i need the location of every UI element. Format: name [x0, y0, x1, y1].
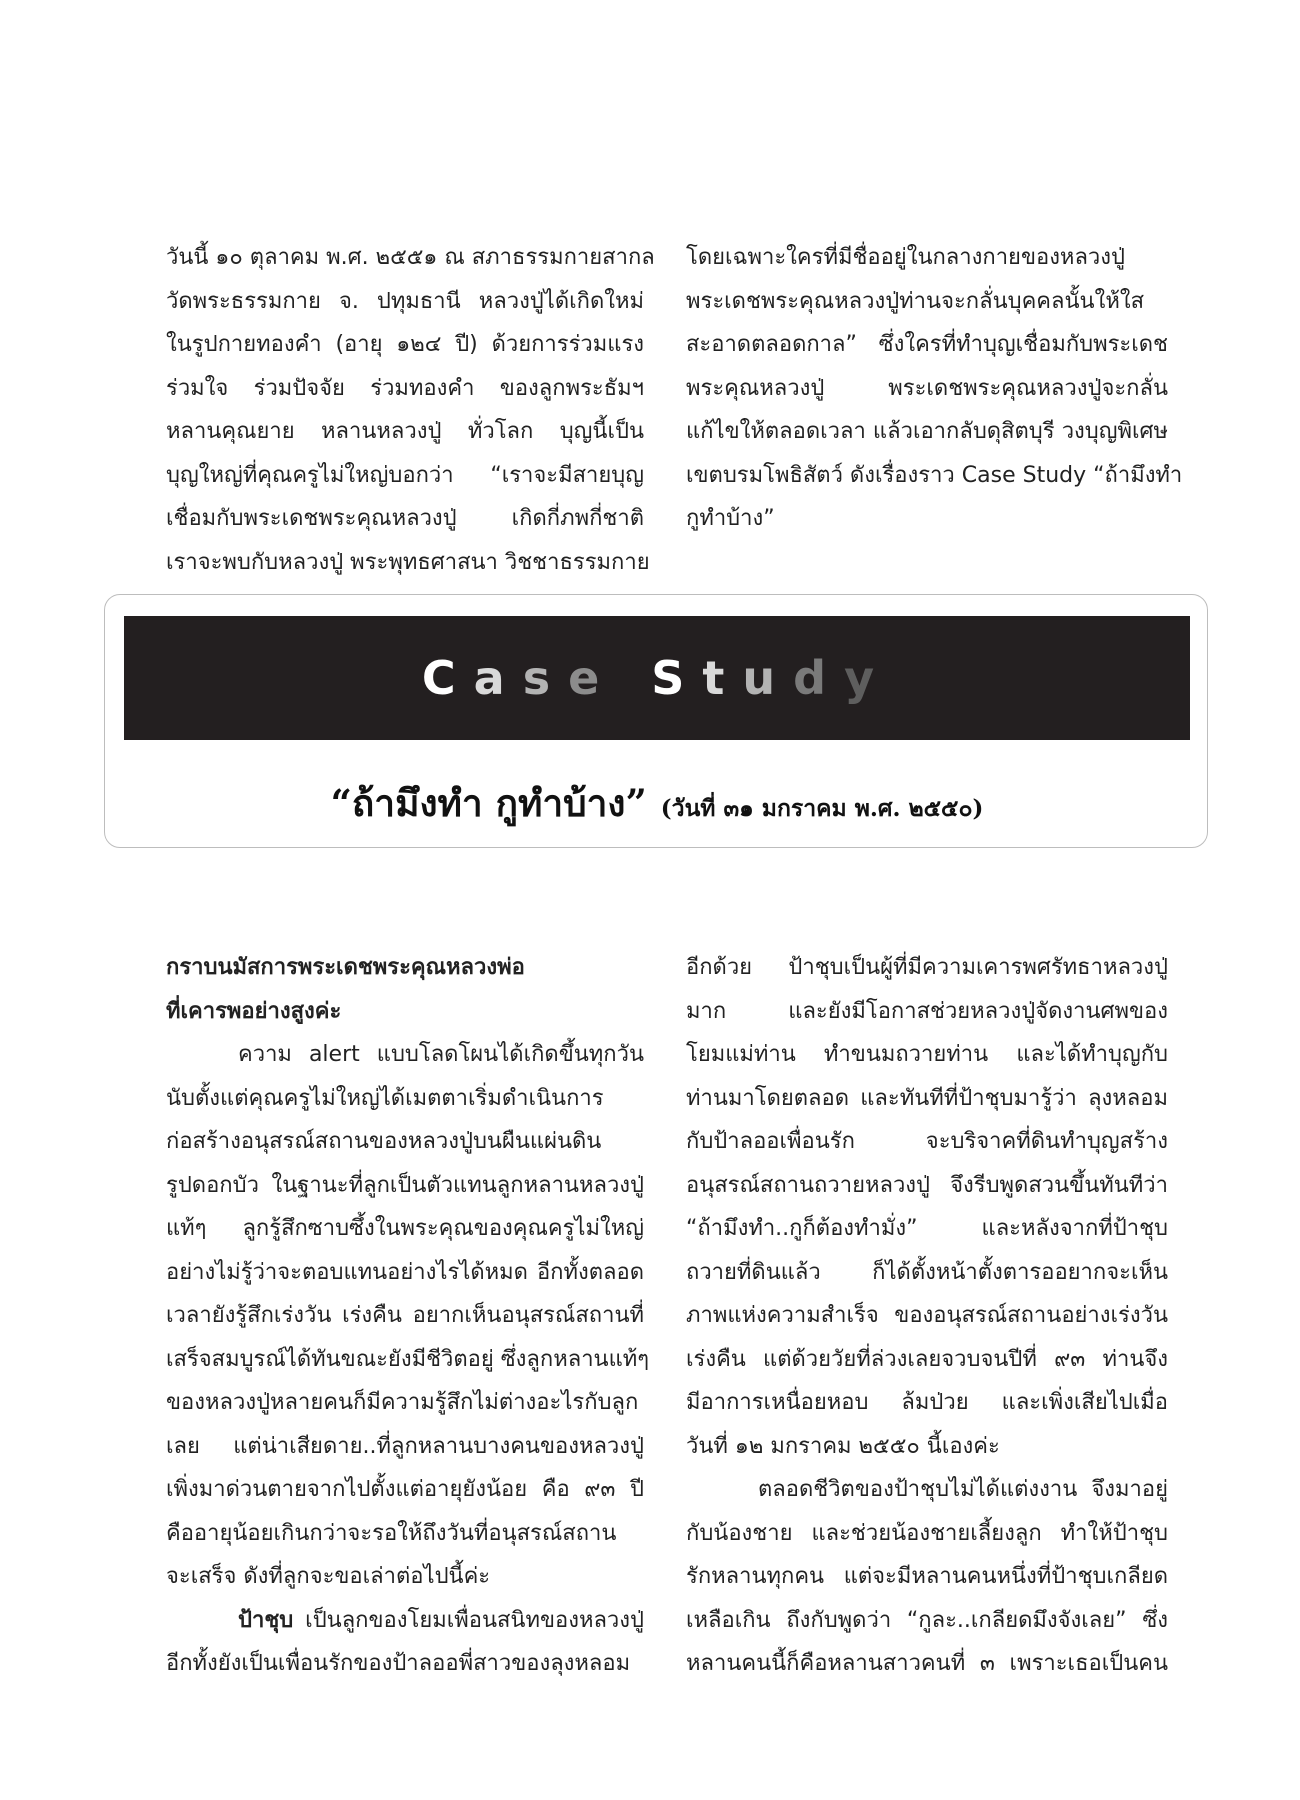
text-line: อีกด้วย ป้าชุบเป็นผู้ที่มีความเคารพศรัทธาหลวงปู่: [686, 955, 1168, 980]
text-line: กับน้องชาย และช่วยน้องชายเลี้ยงลูก ทำให้ป้าชุบ: [686, 1520, 1168, 1546]
text-line: ที่เคารพอย่างสูงค่ะ: [166, 998, 342, 1024]
text-line: หลานคนนี้ก็คือหลานสาวคนที่ ๓ เพราะเธอเป็นคน: [686, 1651, 1168, 1676]
text-line: “ถ้ามึงทำ..กูก็ต้องทำมั่ง” และหลังจากที่ป้าชุบ: [686, 1216, 1168, 1241]
text-line: กูทำบ้าง”: [686, 506, 775, 531]
text-line: มาก และยังมีโอกาสช่วยหลวงปู่จัดงานศพของ: [686, 998, 1168, 1024]
text-line: เขตบรมโพธิสัตว์ ดังเรื่องราว Case Study “ถ้ามึงทำ: [686, 462, 1183, 488]
text-line: บุญใหญ่ที่คุณครูไม่ใหญ่บอกว่า “เราจะมีสายบุญ: [166, 462, 644, 488]
text-line: แก้ไขให้ตลอดเวลา แล้วเอากลับดุสิตบุรี วงบุญพิเศษ: [686, 419, 1168, 444]
text-line: ถวายที่ดินแล้ว ก็ได้ตั้งหน้าตั้งตารออยากจะเห็น: [686, 1259, 1168, 1285]
text-line: กับป้าลออเพื่อนรัก จะบริจาคที่ดินทำบุญสร้าง: [686, 1129, 1168, 1154]
banner-letter: s: [522, 651, 569, 705]
text-line: เหลือเกิน ถึงกับพูดว่า “กูละ..เกลียดมึงจังเลย” ซึ่ง: [686, 1607, 1168, 1633]
text-line: อีกทั้งยังเป็นเพื่อนรักของป้าลออพี่สาวของลุงหลอม: [166, 1651, 631, 1676]
text-line: คืออายุน้อยเกินกว่าจะรอให้ถึงวันที่อนุสรณ์สถาน: [166, 1520, 617, 1546]
text-line: อนุสรณ์สถานถวายหลวงปู่ จึงรีบพูดสวนขึ้นทันทีว่า: [686, 1172, 1168, 1198]
text-line: เวลายังรู้สึกเร่งวัน เร่งคืน อยากเห็นอนุสรณ์สถานที่: [166, 1303, 644, 1328]
text-line-rest: เป็นลูกของโยมเพื่อนสนิทของหลวงปู่: [293, 1607, 644, 1633]
text-line: อย่างไม่รู้ว่าจะตอบแทนอย่างไรได้หมด อีกทั้งตลอด: [166, 1259, 644, 1285]
text-line: วันที่ ๑๒ มกราคม ๒๕๕๐ นี้เองค่ะ: [686, 1433, 1000, 1459]
text-line: เชื่อมกับพระเดชพระคุณหลวงปู่ เกิดกี่ภพกี่ชาติ: [166, 506, 644, 531]
banner-letter: e: [568, 651, 618, 705]
case-study-banner: [124, 616, 1190, 740]
text-line: หลานคุณยาย หลานหลวงปู่ ทั่วโลก บุญนี้เป็น: [166, 419, 644, 444]
text-line: นับตั้งแต่คุณครูไม่ใหญ่ได้เมตตาเริ่มดำเนินการ: [166, 1085, 604, 1111]
text-line: วัดพระธรรมกาย จ. ปทุมธานี หลวงปู่ได้เกิดใหม่: [166, 288, 644, 314]
text-line: ภาพแห่งความสำเร็จ ของอนุสรณ์สถานอย่างเร่งวัน: [686, 1303, 1168, 1328]
intro-column-left: [166, 236, 655, 584]
case-study-title: “ถ้ามึงทำ กูทำบ้าง”: [330, 781, 647, 825]
text-line: ความ alert แบบโลดโผนได้เกิดขึ้นทุกวัน: [238, 1042, 644, 1067]
person-name: ป้าชุบ: [238, 1607, 294, 1633]
text-line: มีอาการเหนื่อยหอบ ล้มป่วย และเพิ่งเสียไปเมื่อ: [686, 1390, 1168, 1415]
text-line: จะเสร็จ ดังที่ลูกจะขอเล่าต่อไปนี้ค่ะ: [166, 1564, 491, 1589]
case-study-date: (วันที่ ๓๑ มกราคม พ.ศ. ๒๕๕๐): [660, 795, 984, 822]
case-study-subtitle: [124, 774, 1190, 833]
text-line: เร่งคืน แต่ด้วยวัยที่ล่วงเลยจวบจนปีที่ ๙๓ ท่านจึง: [686, 1346, 1168, 1372]
text-line: ร่วมใจ ร่วมปัจจัย ร่วมทองคำ ของลูกพระธัมฯ: [166, 375, 644, 401]
case-study-banner-title: [422, 651, 892, 705]
letter-column-right: [686, 946, 1168, 1686]
banner-letter: [617, 651, 651, 705]
text-line: ก่อสร้างอนุสรณ์สถานของหลวงปู่บนผืนแผ่นดิน: [166, 1129, 602, 1154]
text-line: เลย แต่น่าเสียดาย..ที่ลูกหลานบางคนของหลวงปู่: [166, 1433, 644, 1459]
banner-letter: a: [473, 651, 523, 705]
text-line: รักหลานทุกคน แต่จะมีหลานคนหนึ่งที่ป้าชุบเกลียด: [686, 1564, 1168, 1589]
banner-letter: u: [742, 651, 794, 705]
text-line: แท้ๆ ลูกรู้สึกซาบซึ้งในพระคุณของคุณครูไม่ใหญ่: [166, 1216, 644, 1241]
text-line: เสร็จสมบูรณ์ได้ทันขณะยังมีชีวิตอยู่ ซึ่งลูกหลานแท้ๆ: [166, 1346, 650, 1372]
banner-letter: t: [702, 651, 743, 705]
intro-column-right: [686, 236, 1183, 541]
text-line: พระเดชพระคุณหลวงปู่ท่านจะกลั่นบุคคลนั้นให้ใส: [686, 288, 1144, 314]
text-line: โดยเฉพาะใครที่มีชื่ออยู่ในกลางกายของหลวงปู่: [686, 245, 1125, 270]
text-line: เราจะพบกับหลวงปู่ พระพุทธศาสนา วิชชาธรรมกาย: [166, 549, 650, 575]
text-line: ของหลวงปู่หลายคนก็มีความรู้สึกไม่ต่างอะไรกับลูก: [166, 1390, 639, 1415]
text-line: เพิ่งมาด่วนตายจากไปตั้งแต่อายุยังน้อย คือ ๙๓ ปี: [166, 1477, 644, 1502]
text-line: รูปดอกบัว ในฐานะที่ลูกเป็นตัวแทนลูกหลานหลวงปู่: [166, 1172, 644, 1198]
banner-letter: C: [421, 651, 474, 705]
text-line: พระคุณหลวงปู่ พระเดชพระคุณหลวงปู่จะกลั่น: [686, 375, 1168, 401]
banner-letter: S: [651, 651, 703, 705]
text-line: ท่านมาโดยตลอด และทันทีที่ป้าชุบมารู้ว่า ลุงหลอม: [686, 1085, 1168, 1111]
letter-column-left: [166, 946, 650, 1686]
text-line: [166, 1599, 644, 1643]
text-line: ในรูปกายทองคำ (อายุ ๑๒๔ ปี) ด้วยการร่วมแรง: [166, 332, 644, 357]
text-line: สะอาดตลอดกาล” ซึ่งใครที่ทำบุญเชื่อมกับพระเดช: [686, 332, 1168, 357]
banner-letter: y: [844, 651, 893, 705]
text-line: ตลอดชีวิตของป้าชุบไม่ได้แต่งงาน จึงมาอยู่: [758, 1477, 1168, 1502]
text-line: โยมแม่ท่าน ทำขนมถวายท่าน และได้ทำบุญกับ: [686, 1042, 1168, 1067]
text-line: กราบนมัสการพระเดชพระคุณหลวงพ่อ: [166, 955, 525, 980]
text-line: วันนี้ ๑๐ ตุลาคม พ.ศ. ๒๕๕๑ ณ สภาธรรมกายสากล: [166, 245, 655, 270]
banner-letter: d: [793, 651, 845, 705]
